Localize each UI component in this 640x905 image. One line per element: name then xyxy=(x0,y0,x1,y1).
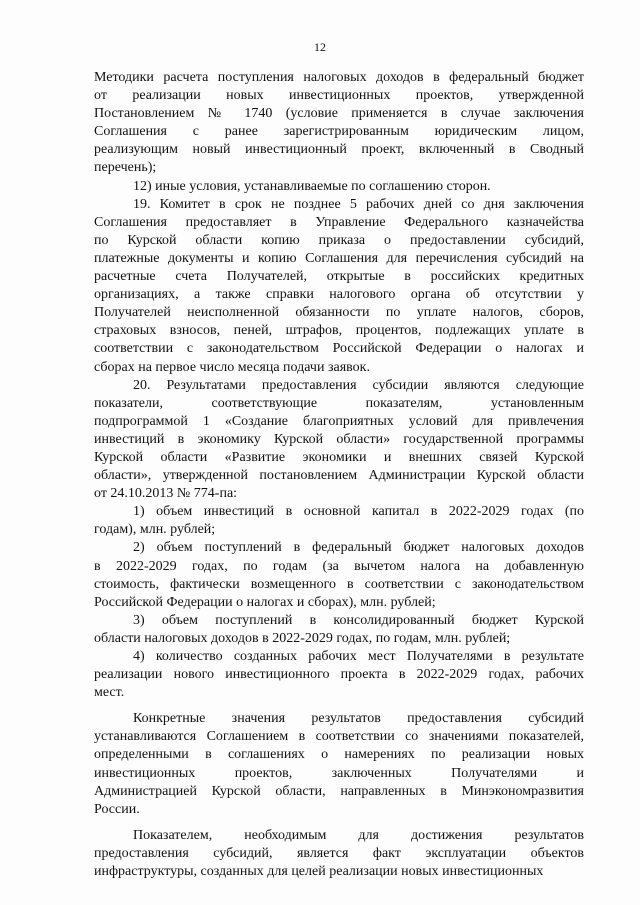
text-line: предоставления субсидий, является факт эксплуатации объектов xyxy=(94,845,584,861)
text-line: Администрацией Курской области, направленных в Минэкономразвития xyxy=(94,783,584,799)
text-line: инфраструктуры, созданных для целей реализации новых инвестиционных xyxy=(94,864,544,880)
document-body xyxy=(94,69,584,881)
paragraph xyxy=(94,196,584,377)
text-line: страховых взносов, пеней, штрафов, процентов, подлежащих уплате в xyxy=(94,323,584,339)
text-line: 1) объем инвестиций в основной капитал в 2022-2029 годах (по xyxy=(133,504,584,520)
text-line: показатели, соответствующие показателям, установленным xyxy=(94,395,584,411)
paragraph xyxy=(94,69,584,178)
page-number: 12 xyxy=(314,40,326,54)
text-line: Постановлением № 1740 (условие применяется в случае заключения xyxy=(94,106,584,122)
text-line: области», утвержденной постановлением Администрации Курской области xyxy=(94,468,584,484)
text-line: от реализации новых инвестиционных проектов, утвержденной xyxy=(94,88,584,104)
text-line: стоимость, фактически возмещенного в соответствии с законодательством xyxy=(94,576,584,592)
text-line: соответствии с законодательством Российской Федерации о налогах и xyxy=(94,341,584,357)
text-line: области налоговых доходов в 2022-2029 годах, по годам, млн. рублей; xyxy=(94,630,511,646)
text-line: реализующим новый инвестиционный проект, включенный в Сводный xyxy=(94,142,584,158)
text-line: 4) количество созданных рабочих мест Получателями в результате xyxy=(133,649,584,664)
text-line: Курской области «Развитие экономики и внешних связей Курской xyxy=(94,449,584,465)
text-line: 12) иные условия, устанавливаемые по соглашению сторон. xyxy=(133,178,491,194)
paragraph xyxy=(94,503,584,539)
text-line: определенными в соглашениях о намерениях по реализации новых xyxy=(94,747,584,763)
text-line: Получателей неисполненной обязанности по уплате налогов, сборов, xyxy=(94,305,584,321)
paragraph xyxy=(94,612,584,648)
text-line: платежные документы и копию Соглашения для перечисления субсидий на xyxy=(94,250,584,266)
paragraph xyxy=(94,827,584,881)
paragraph xyxy=(94,648,584,702)
text-line: инвестиций в экономику Курской области» государственной программы xyxy=(94,431,584,447)
text-line: 3) объем поступлений в консолидированный бюджет Курской xyxy=(133,612,584,628)
text-line: 2) объем поступлений в федеральный бюджет налоговых доходов xyxy=(133,540,584,556)
paragraph xyxy=(94,178,584,196)
text-line: мест. xyxy=(94,685,125,701)
text-line: подпрограммой 1 «Создание благоприятных условий для привлечения xyxy=(94,413,584,429)
text-line: 20. Результатами предоставления субсидии являются следующие xyxy=(133,377,584,393)
text-line: в 2022-2029 годах, по годам (за вычетом налога на добавленную xyxy=(94,558,584,574)
text-line: Методики расчета поступления налоговых доходов в федеральный бюджет xyxy=(94,70,584,85)
text-line: 19. Комитет в срок не позднее 5 рабочих дней со дня заключения xyxy=(133,196,584,212)
text-line: реализации нового инвестиционного проекта в 2022-2029 годах, рабочих xyxy=(94,667,584,683)
text-line: организациях, а также справки налогового органа об отсутствии у xyxy=(94,287,584,303)
text-line: Соглашения с ранее зарегистрированным юридическим лицом, xyxy=(94,124,584,140)
text-line: перечень); xyxy=(94,160,157,176)
text-line: расчетные счета Получателей, открытые в российских кредитных xyxy=(94,269,584,285)
text-line: Показателем, необходимым для достижения результатов xyxy=(133,827,584,843)
paragraph xyxy=(94,539,584,611)
text-line: годам), млн. рублей; xyxy=(94,522,216,538)
text-line: инвестиционных проектов, заключенных Получателями и xyxy=(94,765,584,781)
text-line: Российской Федерации о налогах и сборах), млн. рублей; xyxy=(94,594,436,610)
paragraph xyxy=(94,710,584,819)
text-line: устанавливаются Соглашением в соответствии со значениями показателей, xyxy=(94,729,584,745)
text-line: сборах на первое число месяца подачи заявок. xyxy=(94,359,370,375)
text-line: Конкретные значения результатов предоставления субсидий xyxy=(133,711,584,727)
text-line: России. xyxy=(94,801,140,817)
paragraph xyxy=(94,377,584,504)
text-line: по Курской области копию приказа о предоставлении субсидий, xyxy=(94,232,584,248)
text-line: от 24.10.2013 № 774-па: xyxy=(94,486,238,502)
text-line: Соглашения предоставляет в Управление Федерального казначейства xyxy=(94,214,584,230)
